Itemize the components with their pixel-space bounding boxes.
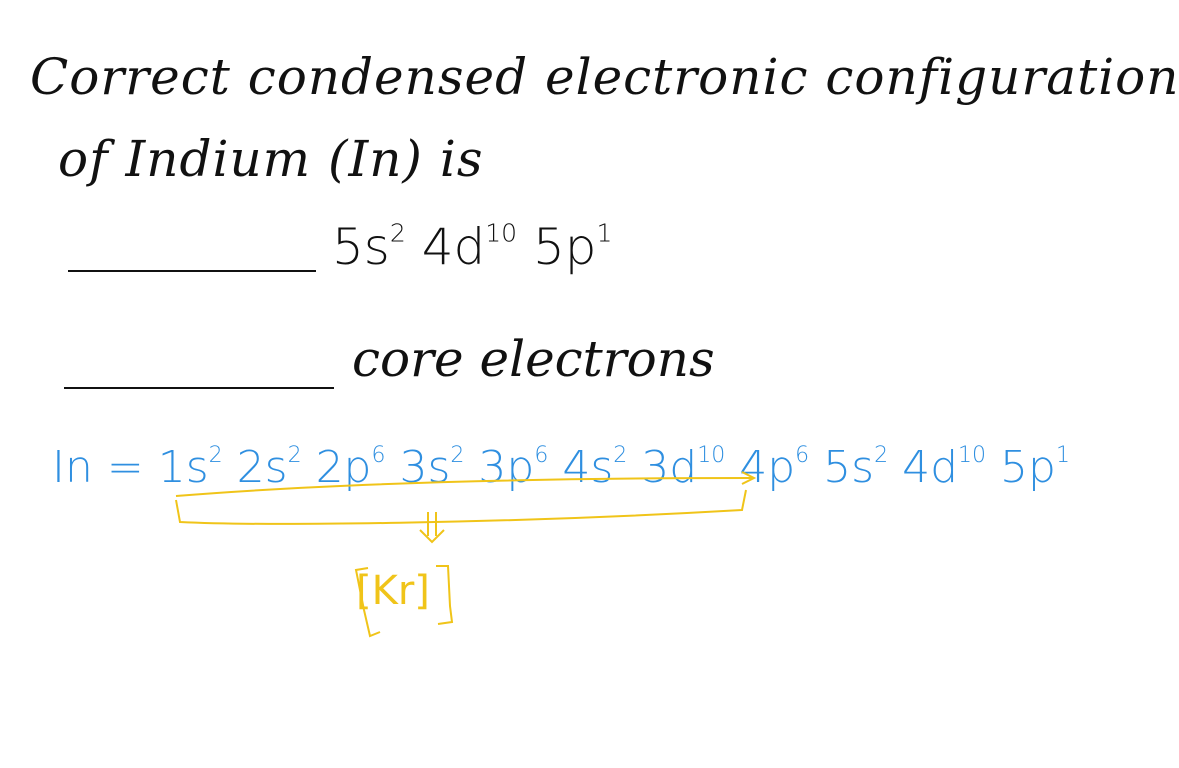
core-orbital-superscript: 2 xyxy=(208,443,223,469)
krypton-core-label xyxy=(356,568,430,614)
core-orbital-orbital: 3p xyxy=(478,442,535,493)
full-valence-orbital-superscript: 10 xyxy=(958,443,987,469)
valence-orbital-superscript: 1 xyxy=(596,218,613,248)
equals-sign: = xyxy=(106,442,158,493)
core-orbital-orbital: 3s xyxy=(399,442,451,493)
core-orbital-superscript: 6 xyxy=(371,443,386,469)
valence-orbital-orbital: 4d xyxy=(421,218,486,276)
full-valence-orbital-superscript: 1 xyxy=(1055,443,1070,469)
core-orbital-orbital: 1s xyxy=(157,442,209,493)
core-orbital-orbital: 2s xyxy=(236,442,288,493)
core-orbital-superscript: 2 xyxy=(287,443,302,469)
element-symbol: In xyxy=(52,442,107,493)
full-valence-orbital-superscript: 2 xyxy=(874,443,889,469)
question-line-2: of Indium (In) is xyxy=(58,130,484,188)
valence-orbital-superscript: 2 xyxy=(389,218,406,248)
valence-orbital-orbital: 5p xyxy=(532,218,597,276)
question-line-1: Correct condensed electronic configuration xyxy=(30,48,1179,106)
core-electrons-label: core electrons xyxy=(352,330,715,388)
core-orbital-superscript: 10 xyxy=(697,443,726,469)
core-brace xyxy=(176,490,746,524)
core-orbital-superscript: 6 xyxy=(534,443,549,469)
core-orbital-orbital: 2p xyxy=(315,442,372,493)
core-orbital-orbital: 4s xyxy=(562,442,614,493)
valence-orbital-superscript: 10 xyxy=(485,218,518,248)
full-valence-orbital-orbital: 4d xyxy=(902,442,959,493)
core-arrow-line xyxy=(176,478,752,496)
core-orbital-superscript: 2 xyxy=(613,443,628,469)
core-orbital-superscript: 6 xyxy=(795,443,810,469)
valence-orbital-orbital: 5s xyxy=(332,218,390,276)
full-valence-orbital-orbital: 5s xyxy=(823,442,875,493)
full-valence-orbital-orbital: 5p xyxy=(1000,442,1056,493)
kr-right-bracket xyxy=(436,566,452,624)
krypton-core-text: [Kr] xyxy=(356,568,430,614)
double-down-arrow xyxy=(420,512,444,542)
core-orbital-superscript: 2 xyxy=(450,443,465,469)
core-orbital-orbital: 3d xyxy=(641,442,698,493)
core-orbital-orbital: 4p xyxy=(739,442,796,493)
